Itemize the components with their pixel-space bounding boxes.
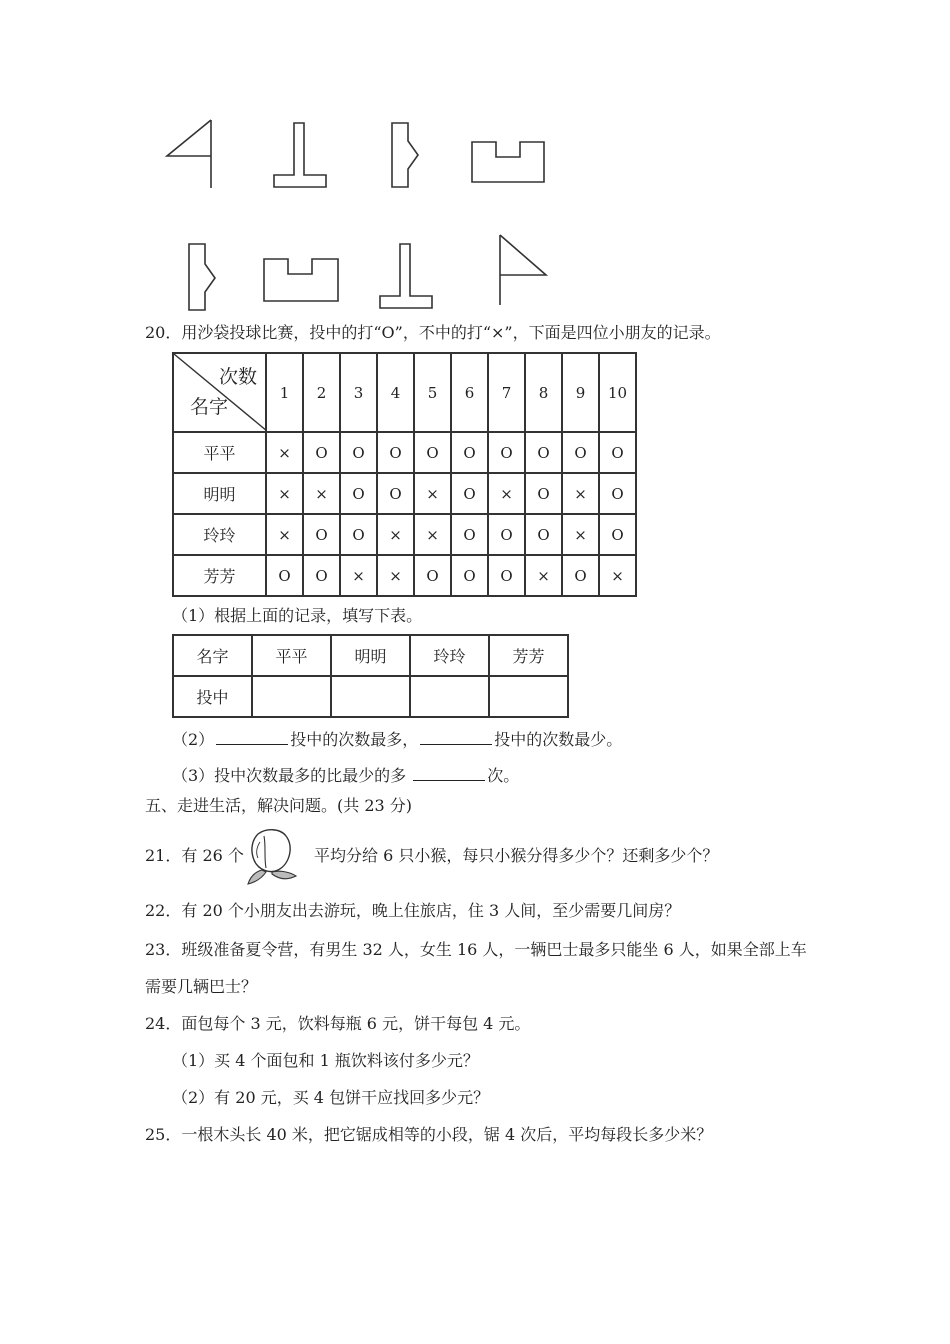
mark-cell: O xyxy=(340,432,377,473)
shape-notched-box-top xyxy=(262,257,342,305)
row-name: 芳芳 xyxy=(173,555,266,596)
mark-cell: O xyxy=(562,432,599,473)
q21-text: 平均分给 6 只小猴，每只小猴分得多少个？还剩多少个？ xyxy=(314,846,719,865)
mark-cell: O xyxy=(599,473,636,514)
corner-bottom-label: 名字 xyxy=(190,396,229,418)
shape-flag-left xyxy=(165,120,215,190)
shape-notched-box-top xyxy=(470,140,548,186)
answer-cell[interactable] xyxy=(252,676,331,717)
mark-cell: × xyxy=(562,473,599,514)
q23-line1: 23．班级准备夏令营，有男生 32 人，女生 16 人，一辆巴士最多只能坐 6 人，如果全部上车 xyxy=(145,940,807,959)
mark-cell: × xyxy=(414,473,451,514)
q20-sub3-prefix: （3）投中次数最多的比最少的多 xyxy=(172,766,412,785)
mark-cell: O xyxy=(266,555,303,596)
mark-cell: O xyxy=(377,432,414,473)
q20-sub2-suffix: 投中的次数最少。 xyxy=(494,730,623,749)
answer-blank[interactable] xyxy=(216,729,288,745)
mark-cell: O xyxy=(599,432,636,473)
mark-cell: O xyxy=(525,473,562,514)
q20-sub2-mid: 投中的次数最多， xyxy=(290,730,419,749)
q20-sub3-suffix: 次。 xyxy=(487,766,520,785)
mark-cell: O xyxy=(340,514,377,555)
mark-cell: O xyxy=(303,555,340,596)
table-row xyxy=(173,473,636,514)
corner-header xyxy=(173,353,266,432)
corner-top-label: 次数 xyxy=(218,366,257,388)
fill-row-label: 投中 xyxy=(173,676,252,717)
mark-cell: × xyxy=(488,473,525,514)
col-header: 1 xyxy=(266,353,303,432)
mark-cell: O xyxy=(451,473,488,514)
col-header: 10 xyxy=(599,353,636,432)
shape-inverted-t xyxy=(272,121,330,189)
col-header: 7 xyxy=(488,353,525,432)
fill-header: 芳芳 xyxy=(489,635,568,676)
answer-cell[interactable] xyxy=(331,676,410,717)
fill-header: 平平 xyxy=(252,635,331,676)
mark-cell: × xyxy=(377,514,414,555)
col-header: 4 xyxy=(377,353,414,432)
table-row xyxy=(173,514,636,555)
peach-icon xyxy=(244,826,300,886)
shape-notched-bar-right xyxy=(187,242,221,312)
col-header: 5 xyxy=(414,353,451,432)
mark-cell: O xyxy=(377,473,414,514)
mark-cell: × xyxy=(377,555,414,596)
q25-text: 25．一根木头长 40 米，把它锯成相等的小段，锯 4 次后，平均每段长多少米？ xyxy=(145,1125,713,1144)
answer-cell[interactable] xyxy=(410,676,489,717)
row-name: 平平 xyxy=(173,432,266,473)
col-header: 8 xyxy=(525,353,562,432)
mark-cell: O xyxy=(599,514,636,555)
mark-cell: O xyxy=(414,432,451,473)
row-name: 明明 xyxy=(173,473,266,514)
q20-text: 20．用沙袋投球比赛，投中的打“O”，不中的打“×”，下面是四位小朋友的记录。 xyxy=(145,323,721,342)
table-row xyxy=(173,432,636,473)
row-name: 玲玲 xyxy=(173,514,266,555)
q20-sub3 xyxy=(172,765,519,786)
shape-notched-bar-right xyxy=(390,121,424,189)
answer-blank[interactable] xyxy=(420,729,492,745)
mark-cell: O xyxy=(303,514,340,555)
mark-cell: O xyxy=(451,555,488,596)
mark-cell: O xyxy=(340,473,377,514)
col-header: 6 xyxy=(451,353,488,432)
mark-cell: O xyxy=(451,514,488,555)
mark-cell: O xyxy=(451,432,488,473)
fill-header: 明明 xyxy=(331,635,410,676)
mark-cell: O xyxy=(414,555,451,596)
mark-cell: O xyxy=(303,432,340,473)
mark-cell: × xyxy=(340,555,377,596)
shape-flag-right xyxy=(498,235,550,307)
record-table xyxy=(172,352,637,597)
mark-cell: × xyxy=(562,514,599,555)
section-title: 五、走进生活，解决问题。(共 23 分) xyxy=(145,796,413,815)
mark-cell: O xyxy=(525,514,562,555)
q21-prefix: 21．有 26 个 xyxy=(145,846,244,865)
q24-sub2: （2）有 20 元，买 4 包饼干应找回多少元？ xyxy=(172,1088,490,1107)
q23-line2: 需要几辆巴士？ xyxy=(145,977,258,996)
q24-text: 24．面包每个 3 元，饮料每瓶 6 元，饼干每包 4 元。 xyxy=(145,1014,531,1033)
mark-cell: × xyxy=(414,514,451,555)
answer-blank[interactable] xyxy=(413,765,485,781)
mark-cell: × xyxy=(266,432,303,473)
answer-cell[interactable] xyxy=(489,676,568,717)
fill-header: 玲玲 xyxy=(410,635,489,676)
mark-cell: × xyxy=(599,555,636,596)
mark-cell: O xyxy=(562,555,599,596)
q20-sub2 xyxy=(172,729,622,750)
q22-text: 22．有 20 个小朋友出去游玩，晚上住旅店，住 3 人间，至少需要几间房？ xyxy=(145,901,681,920)
q20-sub2-prefix: （2） xyxy=(172,730,215,749)
mark-cell: O xyxy=(488,555,525,596)
mark-cell: × xyxy=(266,473,303,514)
fill-header: 名字 xyxy=(173,635,252,676)
shape-inverted-t xyxy=(378,242,436,310)
col-header: 9 xyxy=(562,353,599,432)
mark-cell: × xyxy=(525,555,562,596)
col-header: 2 xyxy=(303,353,340,432)
fill-table xyxy=(172,634,569,718)
mark-cell: × xyxy=(303,473,340,514)
table-row xyxy=(173,555,636,596)
q24-sub1: （1）买 4 个面包和 1 瓶饮料该付多少元？ xyxy=(172,1051,479,1070)
mark-cell: O xyxy=(488,432,525,473)
mark-cell: O xyxy=(525,432,562,473)
mark-cell: × xyxy=(266,514,303,555)
mark-cell: O xyxy=(488,514,525,555)
q20-sub1: （1）根据上面的记录，填写下表。 xyxy=(172,606,423,625)
col-header: 3 xyxy=(340,353,377,432)
